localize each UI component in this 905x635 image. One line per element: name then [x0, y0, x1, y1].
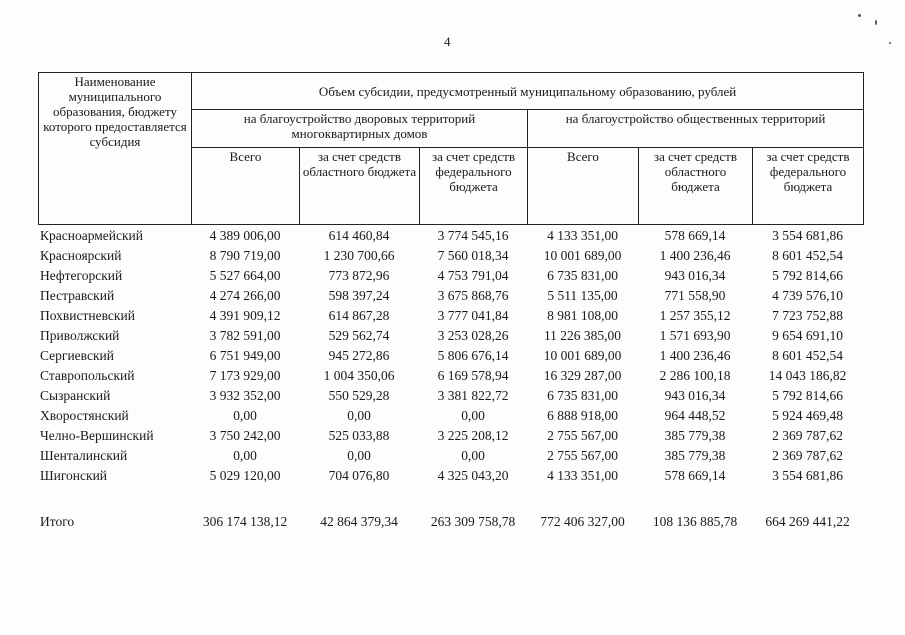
cell-yard-total: 5 527 664,00	[209, 268, 281, 283]
cell-yard-total: 5 029 120,00	[209, 468, 281, 483]
header-public-federal: за счет средств федерального бюджета	[753, 148, 864, 225]
cell-name: Похвистневский	[40, 308, 135, 323]
table-row	[38, 306, 863, 326]
cell-yard-total: 0,00	[233, 448, 257, 463]
table-row	[38, 286, 863, 306]
cell-yard-regional: 614 460,84	[328, 228, 390, 243]
cell-yard-federal: 6 169 578,94	[437, 368, 509, 383]
cell-yard-total: 4 391 909,12	[209, 308, 281, 323]
header-group-yard: на благоустройство дворовых территорий многоквартирных домов	[192, 110, 528, 148]
cell-public-total: 6 735 831,00	[547, 268, 618, 283]
cell-yard-regional: 0,00	[347, 448, 371, 463]
header-yard-regional: за счет средств областного бюджета	[300, 148, 420, 225]
cell-yard-federal: 3 774 545,16	[437, 228, 509, 243]
page-number: 4	[444, 34, 451, 49]
cell-public-total: 772 406 327,00	[540, 514, 625, 529]
cell-yard-federal: 7 560 018,34	[437, 248, 509, 263]
cell-public-total: 5 511 135,00	[547, 288, 618, 303]
cell-yard-regional: 42 864 379,34	[320, 514, 398, 529]
cell-public-federal: 14 043 186,82	[768, 368, 847, 383]
cell-yard-federal: 3 253 028,26	[437, 328, 509, 343]
cell-yard-federal: 4 753 791,04	[437, 268, 509, 283]
cell-public-federal: 4 739 576,10	[772, 288, 843, 303]
cell-public-federal: 2 369 787,62	[772, 428, 843, 443]
cell-public-federal: 3 554 681,86	[772, 468, 843, 483]
cell-public-federal: 7 723 752,88	[772, 308, 843, 323]
table-row	[38, 346, 863, 366]
cell-public-regional: 385 779,38	[664, 428, 726, 443]
cell-public-total: 16 329 287,00	[543, 368, 622, 383]
cell-public-total: 10 001 689,00	[543, 348, 622, 363]
cell-public-regional: 1 257 355,12	[659, 308, 731, 323]
cell-name: Сызранский	[40, 388, 111, 403]
table-row	[38, 326, 863, 346]
cell-yard-total: 6 751 949,00	[209, 348, 281, 363]
cell-yard-federal: 5 806 676,14	[437, 348, 509, 363]
cell-public-regional: 943 016,34	[664, 388, 726, 403]
scan-speck	[875, 20, 877, 25]
scan-speck	[889, 42, 891, 44]
cell-public-total: 10 001 689,00	[543, 248, 622, 263]
cell-name: Хворостянский	[40, 408, 129, 423]
cell-yard-regional: 773 872,96	[328, 268, 390, 283]
table-row	[38, 426, 863, 446]
cell-public-federal: 8 601 452,54	[772, 348, 843, 363]
cell-public-total: 6 888 918,00	[547, 408, 618, 423]
cell-yard-total: 3 750 242,00	[209, 428, 281, 443]
table-row	[38, 226, 863, 246]
cell-yard-regional: 1 004 350,06	[323, 368, 395, 383]
cell-yard-regional: 550 529,28	[328, 388, 390, 403]
cell-yard-federal: 3 381 822,72	[437, 388, 509, 403]
cell-name: Шенталинский	[40, 448, 128, 463]
cell-name: Ставропольский	[40, 368, 135, 383]
cell-yard-federal: 3 777 041,84	[437, 308, 509, 323]
cell-public-total: 2 755 567,00	[547, 428, 618, 443]
cell-public-regional: 943 016,34	[664, 268, 726, 283]
cell-public-federal: 9 654 691,10	[772, 328, 843, 343]
cell-name: Пестравский	[40, 288, 115, 303]
cell-yard-total: 4 274 266,00	[209, 288, 281, 303]
cell-public-federal: 3 554 681,86	[772, 228, 843, 243]
total-row	[38, 486, 863, 532]
cell-name: Красноармейский	[40, 228, 144, 243]
cell-yard-federal: 263 309 758,78	[430, 514, 516, 529]
header-yard-total: Всего	[192, 148, 300, 225]
cell-public-total: 6 735 831,00	[547, 388, 618, 403]
cell-public-total: 2 755 567,00	[547, 448, 618, 463]
cell-yard-regional: 598 397,24	[328, 288, 390, 303]
table-row	[38, 466, 863, 486]
cell-public-regional: 578 669,14	[664, 468, 726, 483]
cell-name: Шигонский	[40, 468, 108, 483]
cell-public-federal: 5 792 814,66	[772, 268, 843, 283]
header-public-regional: за счет средств областного бюджета	[639, 148, 753, 225]
table-row	[38, 366, 863, 386]
data-table	[38, 226, 863, 532]
cell-name: Сергиевский	[40, 348, 114, 363]
table-row	[38, 246, 863, 266]
header-name: Наименование муниципального образования, бюджету которого предоставляется субсидия	[39, 73, 192, 225]
cell-public-federal: 664 269 441,22	[765, 514, 850, 529]
cell-yard-regional: 529 562,74	[328, 328, 390, 343]
cell-yard-regional: 525 033,88	[328, 428, 390, 443]
cell-public-regional: 964 448,52	[664, 408, 726, 423]
cell-public-federal: 8 601 452,54	[772, 248, 843, 263]
cell-yard-regional: 0,00	[347, 408, 371, 423]
cell-yard-federal: 4 325 043,20	[437, 468, 509, 483]
cell-name: Нефтегорский	[40, 268, 123, 283]
cell-public-regional: 1 571 693,90	[659, 328, 731, 343]
cell-yard-regional: 704 076,80	[328, 468, 390, 483]
cell-public-total: 8 981 108,00	[547, 308, 618, 323]
cell-public-federal: 2 369 787,62	[772, 448, 843, 463]
cell-public-regional: 1 400 236,46	[659, 248, 731, 263]
header-table	[38, 72, 864, 225]
table-row	[38, 406, 863, 426]
cell-yard-total: 0,00	[233, 408, 257, 423]
cell-name: Челно-Вершинский	[40, 428, 154, 443]
cell-public-total: 11 226 385,00	[543, 328, 622, 343]
cell-public-regional: 1 400 236,46	[659, 348, 731, 363]
header-yard-federal: за счет средств федерального бюджета	[420, 148, 528, 225]
scan-speck	[858, 14, 861, 17]
cell-public-federal: 5 924 469,48	[772, 408, 843, 423]
cell-yard-total: 3 932 352,00	[209, 388, 281, 403]
header-volume: Объем субсидии, предусмотренный муниципальному образованию, рублей	[192, 73, 864, 110]
cell-name: Приволжский	[40, 328, 120, 343]
cell-name: Итого	[40, 514, 75, 529]
header-group-public: на благоустройство общественных территорий	[528, 110, 864, 148]
cell-public-federal: 5 792 814,66	[772, 388, 843, 403]
header-public-total: Всего	[528, 148, 639, 225]
cell-yard-regional: 614 867,28	[328, 308, 390, 323]
cell-public-regional: 385 779,38	[664, 448, 726, 463]
table-row	[38, 446, 863, 466]
cell-name: Красноярский	[40, 248, 122, 263]
table-row	[38, 386, 863, 406]
cell-yard-federal: 3 225 208,12	[437, 428, 509, 443]
cell-public-regional: 771 558,90	[664, 288, 726, 303]
cell-public-regional: 2 286 100,18	[659, 368, 731, 383]
cell-yard-total: 4 389 006,00	[209, 228, 281, 243]
cell-yard-regional: 1 230 700,66	[323, 248, 395, 263]
cell-yard-total: 7 173 929,00	[209, 368, 281, 383]
cell-yard-federal: 0,00	[461, 408, 485, 423]
cell-public-total: 4 133 351,00	[547, 468, 618, 483]
cell-yard-total: 306 174 138,12	[202, 514, 288, 529]
cell-yard-total: 8 790 719,00	[209, 248, 281, 263]
table-row	[38, 266, 863, 286]
cell-yard-federal: 0,00	[461, 448, 485, 463]
cell-yard-regional: 945 272,86	[328, 348, 390, 363]
cell-public-regional: 578 669,14	[664, 228, 726, 243]
cell-yard-federal: 3 675 868,76	[437, 288, 509, 303]
cell-public-regional: 108 136 885,78	[652, 514, 738, 529]
cell-yard-total: 3 782 591,00	[209, 328, 281, 343]
cell-public-total: 4 133 351,00	[547, 228, 618, 243]
